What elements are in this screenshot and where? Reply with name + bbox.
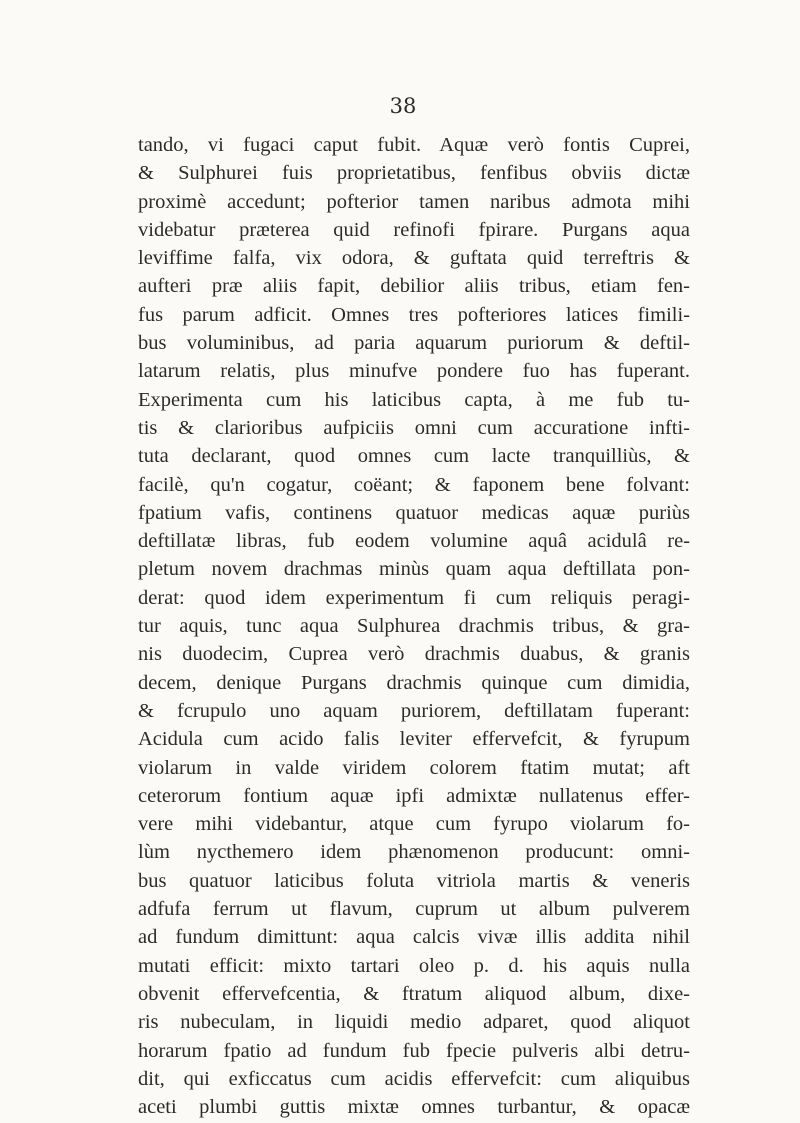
text-line: leviffime falfa, vix odora, & guftata quid terreftris &	[138, 247, 690, 270]
text-line: videbatur præterea quid refinofi fpirare. Purgans aqua	[138, 218, 690, 241]
text-line: aceti plumbi guttis mixtæ omnes turbantur, & opacæ	[138, 1096, 690, 1119]
text-line: ceterorum fontium aquæ ipfi admixtæ nullatenus effer-	[138, 784, 690, 807]
text-line: derat: quod idem experimentum fi cum reliquis peragi-	[138, 586, 690, 609]
text-line: pletum novem drachmas minùs quam aqua deftillata pon-	[138, 558, 690, 581]
text-line: mutati efficit: mixto tartari oleo p. d. his aquis nulla	[138, 954, 690, 977]
text-line: tis & clarioribus aufpiciis omni cum accuratione infti-	[138, 416, 690, 439]
text-line: latarum relatis, plus minufve pondere fuo has fuperant.	[138, 360, 690, 383]
text-line: fus parum adficit. Omnes tres pofteriores latices fimili-	[138, 303, 690, 326]
text-line: ad fundum dimittunt: aqua calcis vivæ illis addita nihil	[138, 926, 690, 949]
text-line: fpatium vafis, continens quatuor medicas aquæ puriùs	[138, 501, 690, 524]
text-line: nis duodecim, Cuprea verò drachmis duabus, & granis	[138, 643, 690, 666]
text-line: bus voluminibus, ad paria aquarum puriorum & deftil-	[138, 332, 690, 355]
text-line: facilè, qu'n cogatur, coëant; & faponem bene folvant:	[138, 473, 690, 496]
text-line: bus quatuor laticibus foluta vitriola martis & veneris	[138, 869, 690, 892]
text-line: obvenit effervefcentia, & ftratum aliquod album, dixe-	[138, 982, 690, 1005]
text-line: proximè accedunt; pofterior tamen naribus admota mihi	[138, 190, 690, 213]
text-line: tando, vi fugaci caput fubit. Aquæ verò fontis Cuprei,	[138, 134, 690, 156]
text-line: tur aquis, tunc aqua Sulphurea drachmis tribus, & gra-	[138, 615, 690, 638]
text-line: Acidula cum acido falis leviter effervefcit, & fyrupum	[138, 728, 690, 751]
text-line: Experimenta cum his laticibus capta, à me fub tu-	[138, 388, 690, 411]
text-line: & fcrupulo uno aquam puriorem, deftillatam fuperant:	[138, 699, 690, 722]
text-line: vere mihi videbantur, atque cum fyrupo violarum fo-	[138, 813, 690, 836]
text-line: lùm nycthemero idem phænomenon producunt: omni-	[138, 841, 690, 864]
text-line: aufteri præ aliis fapit, debilior aliis tribus, etiam fen-	[138, 275, 690, 298]
text-line: & Sulphurei fuis proprietatibus, fenfibus obviis dictæ	[138, 162, 690, 185]
text-line: decem, denique Purgans drachmis quinque cum dimidia,	[138, 671, 690, 694]
text-line: tuta declarant, quod omnes cum lacte tranquilliùs, &	[138, 445, 690, 468]
text-line: adfufa ferrum ut flavum, cuprum ut album pulverem	[138, 898, 690, 921]
text-line: deftillatæ libras, fub eodem volumine aquâ acidulâ re-	[138, 530, 690, 553]
body-text	[138, 131, 690, 1121]
page-number: 38	[389, 94, 417, 118]
text-line: horarum fpatio ad fundum fub fpecie pulveris albi detru-	[138, 1039, 690, 1062]
text-line: ris nubeculam, in liquidi medio adparet, quod aliquot	[138, 1011, 690, 1034]
text-line: dit, qui exficcatus cum acidis effervefcit: cum aliquibus	[138, 1067, 690, 1090]
text-line: violarum in valde viridem colorem ftatim mutat; aft	[138, 756, 690, 779]
